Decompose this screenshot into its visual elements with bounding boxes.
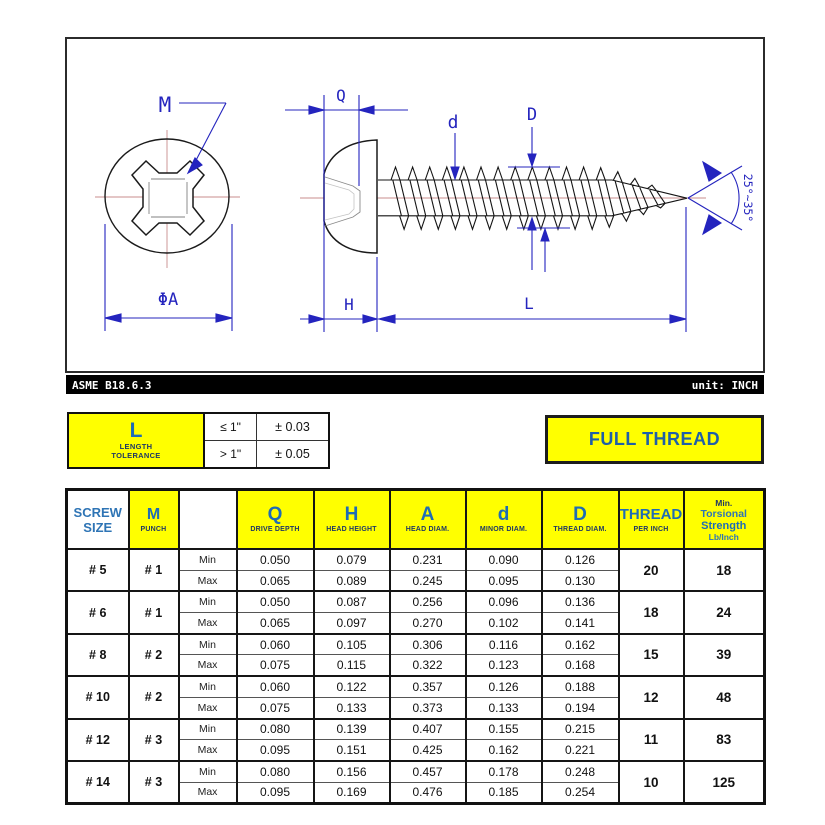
value-cell: 0.357 xyxy=(390,676,466,697)
strength-cell: 125 xyxy=(684,761,765,804)
header-screw-size xyxy=(67,490,129,550)
value-cell: 0.221 xyxy=(542,740,619,761)
header-symbol: M xyxy=(146,506,161,523)
screw-size-cell: # 5 xyxy=(67,549,129,591)
spec-row-min xyxy=(67,761,765,782)
value-cell: 0.306 xyxy=(390,634,466,655)
full-thread-banner xyxy=(545,415,764,464)
spec-header-row xyxy=(67,490,765,550)
header-blank xyxy=(179,490,237,550)
screw-size-cell: # 6 xyxy=(67,591,129,633)
value-cell: 0.457 xyxy=(390,761,466,782)
punch-cell: # 3 xyxy=(129,719,179,761)
value-cell: 0.116 xyxy=(466,634,542,655)
tolerance-label-2: TOLERANCE xyxy=(111,451,161,460)
label-head-diameter: ΦA xyxy=(157,290,179,310)
spec-row-min xyxy=(67,676,765,697)
strength-cell: 48 xyxy=(684,676,765,718)
min-label-cell: Min xyxy=(179,719,237,740)
value-cell: 0.188 xyxy=(542,676,619,697)
header-sub: PUNCH xyxy=(140,526,167,533)
value-cell: 0.407 xyxy=(390,719,466,740)
title-bar xyxy=(66,375,764,394)
value-cell: 0.133 xyxy=(466,697,542,718)
max-label-cell: Max xyxy=(179,655,237,676)
value-cell: 0.090 xyxy=(466,549,542,570)
value-cell: 0.050 xyxy=(237,591,314,612)
value-cell: 0.168 xyxy=(542,655,619,676)
header-sub: HEAD HEIGHT xyxy=(326,526,377,533)
full-thread-label: FULL THREAD xyxy=(588,429,721,449)
spec-row-min xyxy=(67,549,765,570)
spec-row-min xyxy=(67,634,765,655)
label-thread-diameter: D xyxy=(526,105,538,125)
value-cell: 0.060 xyxy=(237,676,314,697)
value-cell: 0.102 xyxy=(466,613,542,634)
value-cell: 0.373 xyxy=(390,697,466,718)
value-cell: 0.162 xyxy=(466,740,542,761)
value-cell: 0.075 xyxy=(237,655,314,676)
standard-label: ASME B18.6.3 xyxy=(72,379,152,392)
punch-cell: # 1 xyxy=(129,591,179,633)
header-head-diam xyxy=(390,490,466,550)
value-cell: 0.065 xyxy=(237,570,314,591)
spec-row-min xyxy=(67,591,765,612)
label-length: L xyxy=(524,294,534,313)
value-cell: 0.136 xyxy=(542,591,619,612)
header-symbol: THREAD xyxy=(619,506,683,523)
header-minor-diam xyxy=(466,490,542,550)
value-cell: 0.254 xyxy=(542,782,619,804)
value-cell: 0.231 xyxy=(390,549,466,570)
header-sub: HEAD DIAM. xyxy=(405,526,450,533)
value-cell: 0.050 xyxy=(237,549,314,570)
length-tolerance-table xyxy=(67,412,330,469)
min-label-cell: Min xyxy=(179,549,237,570)
value-cell: 0.178 xyxy=(466,761,542,782)
label-point-angle: 25°~35° xyxy=(741,173,755,223)
header-sub: MINOR DIAM. xyxy=(479,526,528,533)
value-cell: 0.095 xyxy=(237,740,314,761)
strength-cell: 39 xyxy=(684,634,765,676)
value-cell: 0.155 xyxy=(466,719,542,740)
value-cell: 0.065 xyxy=(237,613,314,634)
strength-cell: 83 xyxy=(684,719,765,761)
max-label-cell: Max xyxy=(179,570,237,591)
header-text: SIZE xyxy=(83,519,113,535)
min-label-cell: Min xyxy=(179,761,237,782)
header-head-height xyxy=(314,490,390,550)
value-cell: 0.162 xyxy=(542,634,619,655)
header-symbol: A xyxy=(420,504,435,525)
value-cell: 0.095 xyxy=(466,570,542,591)
label-drive-depth: Q xyxy=(336,86,346,105)
spec-table xyxy=(65,488,766,805)
value-cell: 0.080 xyxy=(237,761,314,782)
header-punch xyxy=(129,490,179,550)
screw-size-cell: # 8 xyxy=(67,634,129,676)
value-cell: 0.080 xyxy=(237,719,314,740)
tolerance-value: ± 0.03 xyxy=(257,413,330,441)
technical-drawing xyxy=(0,0,825,410)
strength-cell: 24 xyxy=(684,591,765,633)
value-cell: 0.097 xyxy=(314,613,390,634)
value-cell: 0.156 xyxy=(314,761,390,782)
tolerance-symbol-cell xyxy=(68,413,204,468)
max-label-cell: Max xyxy=(179,697,237,718)
value-cell: 0.185 xyxy=(466,782,542,804)
spec-table-body xyxy=(67,549,765,804)
tolerance-label-1: LENGTH xyxy=(119,442,153,451)
thread-per-inch-cell: 12 xyxy=(619,676,684,718)
value-cell: 0.087 xyxy=(314,591,390,612)
value-cell: 0.126 xyxy=(542,549,619,570)
header-symbol: d xyxy=(497,504,510,525)
punch-cell: # 2 xyxy=(129,676,179,718)
label-minor-diameter: d xyxy=(447,112,459,133)
header-torsional-strength xyxy=(684,490,765,550)
header-text: Torsional xyxy=(700,507,747,520)
thread-per-inch-cell: 15 xyxy=(619,634,684,676)
screw-size-cell: # 14 xyxy=(67,761,129,804)
max-label-cell: Max xyxy=(179,740,237,761)
value-cell: 0.169 xyxy=(314,782,390,804)
header-thread-diam xyxy=(542,490,619,550)
value-cell: 0.122 xyxy=(314,676,390,697)
value-cell: 0.130 xyxy=(542,570,619,591)
punch-cell: # 3 xyxy=(129,761,179,804)
max-label-cell: Max xyxy=(179,613,237,634)
min-label-cell: Min xyxy=(179,634,237,655)
tolerance-range: ≤ 1" xyxy=(204,413,257,441)
value-cell: 0.126 xyxy=(466,676,542,697)
value-cell: 0.089 xyxy=(314,570,390,591)
value-cell: 0.270 xyxy=(390,613,466,634)
thread-per-inch-cell: 10 xyxy=(619,761,684,804)
header-text: Strength xyxy=(701,519,747,532)
value-cell: 0.139 xyxy=(314,719,390,740)
value-cell: 0.096 xyxy=(466,591,542,612)
unit-label: unit: INCH xyxy=(691,379,758,392)
max-label-cell: Max xyxy=(179,782,237,804)
value-cell: 0.141 xyxy=(542,613,619,634)
value-cell: 0.075 xyxy=(237,697,314,718)
thread-per-inch-cell: 11 xyxy=(619,719,684,761)
value-cell: 0.425 xyxy=(390,740,466,761)
value-cell: 0.079 xyxy=(314,549,390,570)
header-text: Min. xyxy=(715,497,733,508)
thread-per-inch-cell: 20 xyxy=(619,549,684,591)
value-cell: 0.256 xyxy=(390,591,466,612)
strength-cell: 18 xyxy=(684,549,765,591)
screw-size-cell: # 10 xyxy=(67,676,129,718)
header-sub: DRIVE DEPTH xyxy=(250,526,300,533)
header-symbol: Q xyxy=(267,504,283,525)
thread-per-inch-cell: 18 xyxy=(619,591,684,633)
screw-size-cell: # 12 xyxy=(67,719,129,761)
tolerance-symbol: L xyxy=(129,419,143,442)
label-recess: M xyxy=(158,93,172,117)
header-text: Lb/Inch xyxy=(708,531,739,542)
value-cell: 0.105 xyxy=(314,634,390,655)
spec-row-min xyxy=(67,719,765,740)
value-cell: 0.133 xyxy=(314,697,390,718)
value-cell: 0.060 xyxy=(237,634,314,655)
punch-cell: # 2 xyxy=(129,634,179,676)
min-label-cell: Min xyxy=(179,591,237,612)
header-text: SCREW xyxy=(73,504,122,520)
value-cell: 0.194 xyxy=(542,697,619,718)
value-cell: 0.095 xyxy=(237,782,314,804)
header-drive-depth xyxy=(237,490,314,550)
header-symbol: D xyxy=(573,504,587,525)
value-cell: 0.248 xyxy=(542,761,619,782)
value-cell: 0.215 xyxy=(542,719,619,740)
tolerance-value: ± 0.05 xyxy=(257,441,330,469)
tolerance-range: > 1" xyxy=(204,441,257,469)
value-cell: 0.322 xyxy=(390,655,466,676)
header-sub: THREAD DIAM. xyxy=(553,526,607,533)
header-thread-per-inch xyxy=(619,490,684,550)
value-cell: 0.476 xyxy=(390,782,466,804)
value-cell: 0.245 xyxy=(390,570,466,591)
value-cell: 0.151 xyxy=(314,740,390,761)
punch-cell: # 1 xyxy=(129,549,179,591)
min-label-cell: Min xyxy=(179,676,237,697)
header-sub: PER INCH xyxy=(633,526,669,533)
value-cell: 0.123 xyxy=(466,655,542,676)
header-symbol: H xyxy=(344,504,359,525)
label-head-height: H xyxy=(344,295,354,314)
value-cell: 0.115 xyxy=(314,655,390,676)
